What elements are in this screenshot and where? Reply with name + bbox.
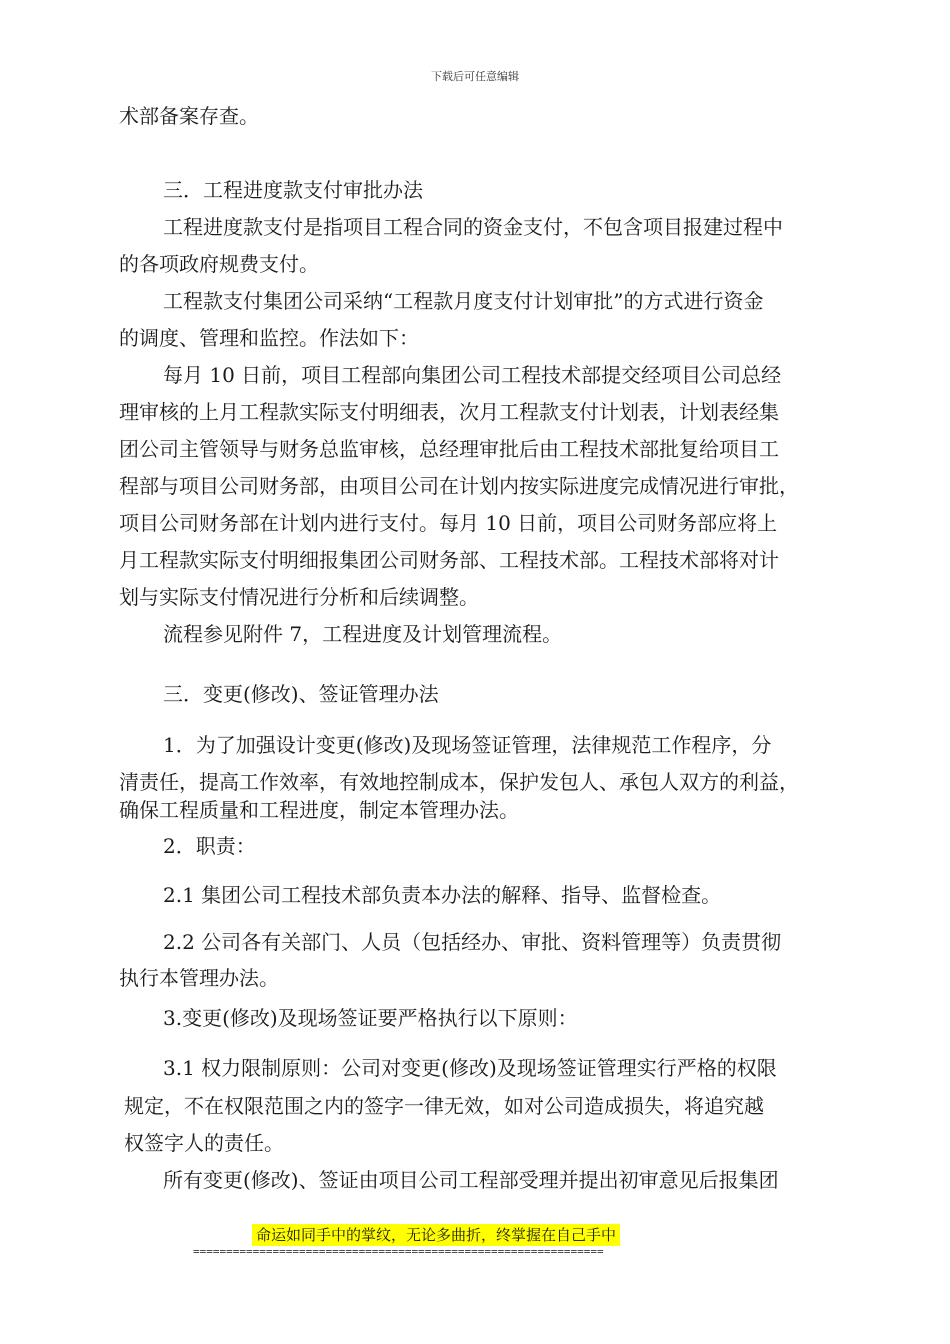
- footer-rule: ==============================================================: [193, 1245, 604, 1258]
- section-heading: 三．工程进度款支付审批办法: [163, 178, 423, 202]
- text-line: 3.1 权力限制原则：公司对变更(修改)及现场签证管理实行严格的权限: [163, 1056, 777, 1080]
- section-heading: 三．变更(修改)、签证管理办法: [163, 682, 439, 706]
- text-line: 理审核的上月工程款实际支付明细表，次月工程款支付计划表，计划表经集: [119, 400, 779, 424]
- text-line: 2．职责：: [163, 834, 256, 858]
- text-line: 所有变更(修改)、签证由项目公司工程部受理并提出初审意见后报集团: [163, 1168, 779, 1192]
- text-line: 团公司主管领导与财务总监审核，总经理审批后由工程技术部批复给项目工: [119, 437, 779, 461]
- text-line: 1．为了加强设计变更(修改)及现场签证管理，法律规范工作程序，分: [163, 733, 772, 757]
- text-line: 清责任，提高工作效率，有效地控制成本，保护发包人、承包人双方的利益，: [119, 770, 799, 794]
- text-line: 程部与项目公司财务部，由项目公司在计划内按实际进度完成情况进行审批，: [119, 474, 799, 498]
- text-line: 项目公司财务部在计划内进行支付。每月 10 日前，项目公司财务部应将上: [119, 511, 778, 535]
- text-line: 每月 10 日前，项目工程部向集团公司工程技术部提交经项目公司总经: [163, 363, 782, 387]
- text-line: 流程参见附件 7，工程进度及计划管理流程。: [163, 622, 563, 646]
- text-line: 的调度、管理和监控。作法如下：: [119, 326, 419, 350]
- text-line: 工程款支付集团公司采纳“工程款月度支付计划审批”的方式进行资金: [163, 289, 764, 313]
- text-line: 权签字人的责任。: [124, 1131, 284, 1155]
- text-line: 工程进度款支付是指项目工程合同的资金支付，不包含项目报建过程中: [163, 215, 783, 239]
- text-line: 2.1 集团公司工程技术部负责本办法的解释、指导、监督检查。: [163, 883, 722, 907]
- page-header: 下载后可任意编辑: [431, 70, 519, 83]
- text-line: 的各项政府规费支付。: [119, 252, 319, 276]
- text-line: 2.2 公司各有关部门、人员（包括经办、审批、资料管理等）负责贯彻: [163, 930, 782, 954]
- text-line: 划与实际支付情况进行分析和后续调整。: [119, 585, 479, 609]
- text-line: 执行本管理办法。: [119, 966, 279, 990]
- text-line: 月工程款实际支付明细报集团公司财务部、工程技术部。工程技术部将对计: [119, 548, 779, 572]
- text-line: 确保工程质量和工程进度，制定本管理办法。: [119, 798, 519, 822]
- text-line: 规定，不在权限范围之内的签字一律无效，如对公司造成损失，将追究越: [124, 1094, 764, 1118]
- text-line: 3.变更(修改)及现场签证要严格执行以下原则：: [163, 1006, 578, 1030]
- text-line: 术部备案存查。: [119, 104, 259, 128]
- footer-motto: 命运如同手中的掌纹，无论多曲折，终掌握在自己手中: [252, 1224, 620, 1246]
